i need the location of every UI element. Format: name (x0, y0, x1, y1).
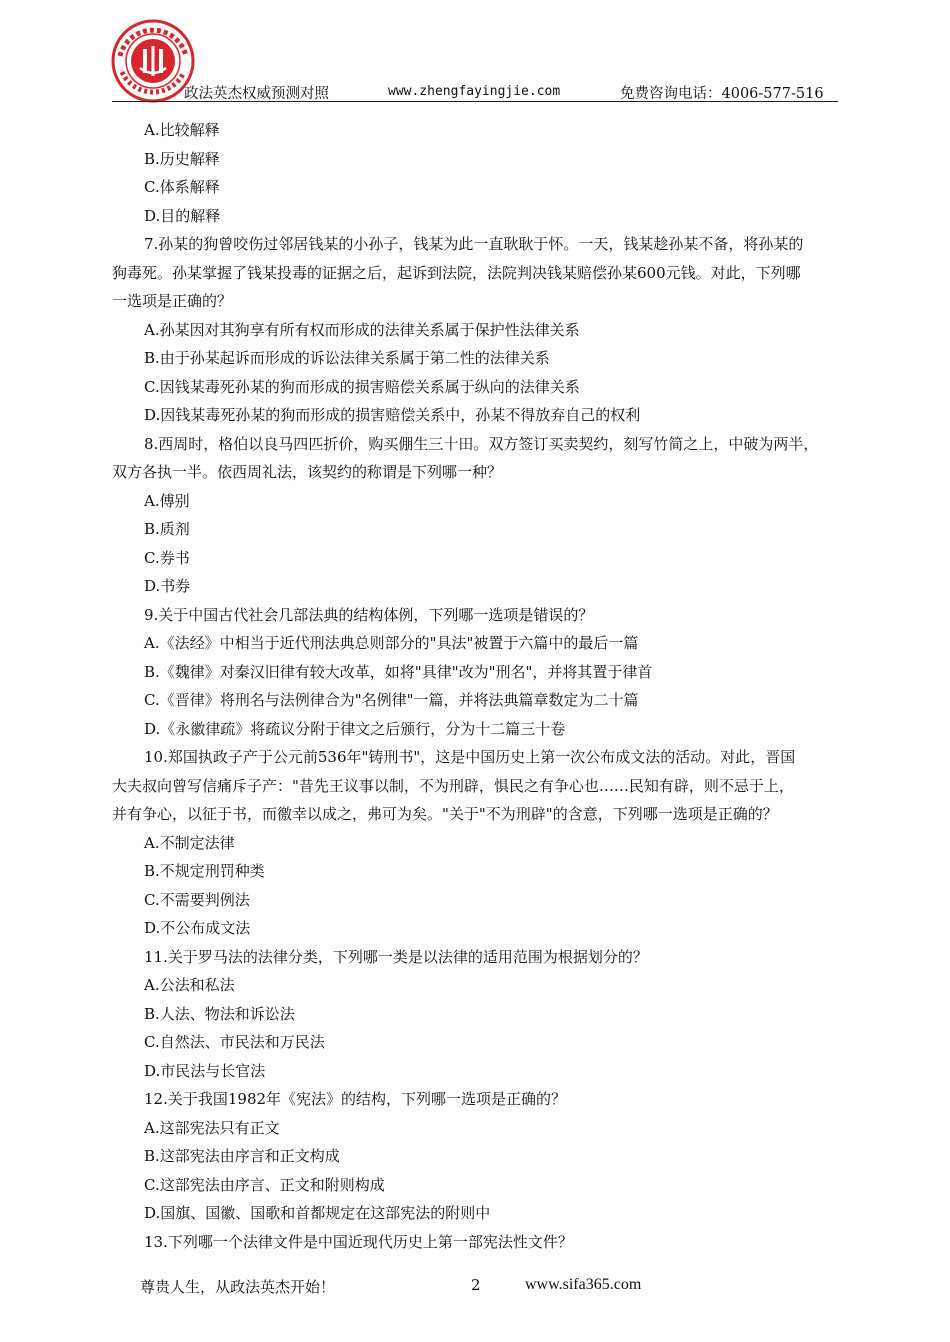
text-line: D.不公布成文法 (144, 919, 251, 937)
text-line: C.体系解释 (144, 178, 220, 196)
header-slogan: 政法英杰权威预测对照 (184, 86, 329, 102)
text-line: C.自然法、市民法和万民法 (144, 1033, 325, 1051)
text-line: D.因钱某毒死孙某的狗而形成的损害赔偿关系中，孙某不得放弃自己的权利 (144, 406, 641, 424)
text-line: A.傅别 (144, 491, 190, 510)
text-line: B.人法、物法和诉讼法 (144, 1004, 295, 1023)
text-line: B.《魏律》对秦汉旧律有较大改革，如将"具律"改为"刑名"，并将其置于律首 (144, 662, 653, 681)
text-line: 8.西周时，格伯以良马四匹折价，购买倗生三十田。双方签订买卖契约，刻写竹简之上，中破为两半， (144, 434, 819, 453)
text-line: D.《永徽律疏》将疏议分附于律文之后颁行，分为十二篇三十卷 (144, 719, 566, 738)
text-line: A.不制定法律 (144, 833, 235, 852)
text-line: A.公法和私法 (144, 976, 235, 994)
header-website: www.zhengfayingjie.com (388, 84, 561, 99)
text-line: C.《晋律》将刑名与法例律合为"名例律"一篇，并将法典篇章数定为二十篇 (144, 691, 639, 709)
page-number: 2 (471, 1276, 481, 1294)
header-phone: 免费咨询电话：4006-577-516 (620, 86, 824, 102)
text-line: 10.郑国执政子产于公元前536年"铸刑书"，这是中国历史上第一次公布成文法的活动。对此，晋国 (144, 748, 796, 766)
text-line: B.质剂 (144, 520, 190, 538)
text-line: A.《法经》中相当于近代刑法典总则部分的"具法"被置于六篇中的最后一篇 (144, 634, 639, 652)
text-line: 大夫叔向曾写信痛斥子产："昔先王议事以制，不为刑辟，惧民之有争心也……民知有辟，则不忌于上， (112, 776, 794, 795)
header-divider (112, 101, 838, 102)
text-line: C.券书 (144, 548, 190, 567)
document-body (112, 116, 842, 1256)
footer-website: www.sifa365.com (525, 1276, 642, 1293)
text-line: B.由于孙某起诉而形成的诉讼法律关系属于第二性的法律关系 (144, 349, 550, 367)
text-line: C.因钱某毒死孙某的狗而形成的损害赔偿关系属于纵向的法律关系 (144, 377, 580, 396)
text-line: 7.孙某的狗曾咬伤过邻居钱某的小孙子，钱某为此一直耿耿于怀。一天，钱某趁孙某不备，将孙某的 (144, 235, 804, 253)
text-line: C.不需要判例法 (144, 890, 250, 909)
text-line: 狗毒死。孙某掌握了钱某投毒的证据之后，起诉到法院，法院判决钱某赔偿孙某600元钱。对此，下列哪 (112, 263, 801, 282)
text-line: D.国旗、国徽、国歌和首都规定在这部宪法的附则中 (144, 1204, 491, 1222)
text-line: 9.关于中国古代社会几部法典的结构体例，下列哪一选项是错误的？ (144, 605, 594, 624)
text-line: A.孙某因对其狗享有所有权而形成的法律关系属于保护性法律关系 (144, 320, 580, 339)
text-line: 一选项是正确的？ (112, 292, 233, 310)
text-line: B.这部宪法由序言和正文构成 (144, 1147, 340, 1165)
text-line: D.市民法与长官法 (144, 1061, 266, 1080)
text-line: 13.下列哪一个法律文件是中国近现代历史上第一部宪法性文件？ (144, 1232, 573, 1251)
text-line: B.历史解释 (144, 149, 220, 168)
text-line: 并有争心，以征于书，而徼幸以成之，弗可为矣。"关于"不为刑辟"的含意，下列哪一选项是正确的？ (112, 805, 778, 823)
footer-slogan: 尊贵人生，从政法英杰开始！ (140, 1278, 336, 1296)
text-line: A.这部宪法只有正文 (144, 1118, 280, 1137)
text-line: 双方各执一半。依西周礼法，该契约的称谓是下列哪一种？ (112, 463, 503, 481)
text-line: B.不规定刑罚种类 (144, 862, 265, 880)
text-line: 12.关于我国1982年《宪法》的结构，下列哪一选项是正确的？ (144, 1090, 567, 1108)
text-line: 11.关于罗马法的法律分类，下列哪一类是以法律的适用范围为根据划分的？ (144, 947, 648, 966)
text-line: D.书券 (144, 577, 191, 595)
text-line: C.这部宪法由序言、正文和附则构成 (144, 1175, 385, 1194)
text-line: D.目的解释 (144, 206, 221, 225)
text-line: A.比较解释 (144, 121, 220, 139)
